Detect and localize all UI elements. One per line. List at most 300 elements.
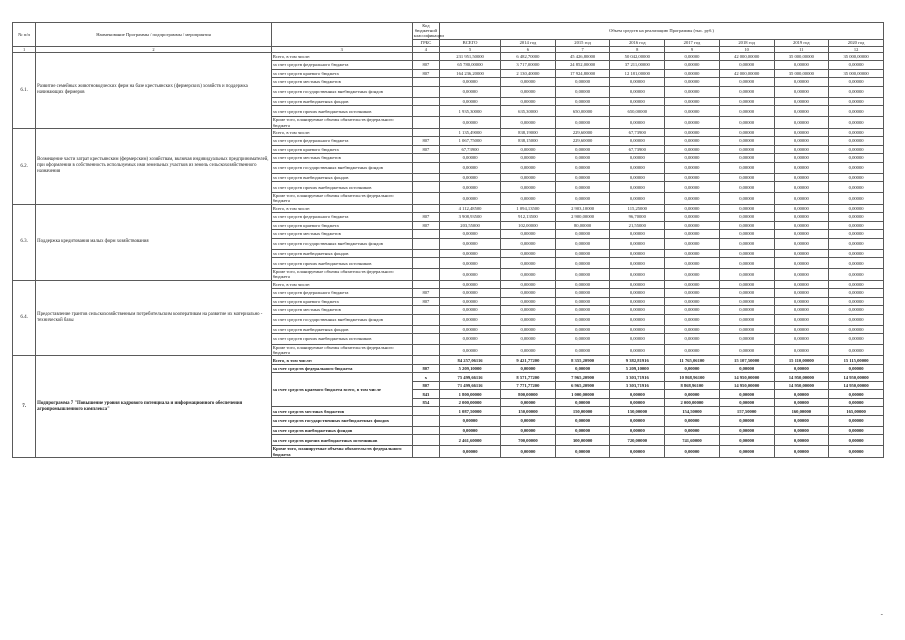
year-value-cell: 0,00000 xyxy=(829,426,884,435)
grbs-code xyxy=(412,356,439,365)
year-value-cell: 0,00000 xyxy=(501,86,556,97)
year-value-cell: 0,00000 xyxy=(774,61,829,70)
year-value-cell: 0,00000 xyxy=(665,390,720,399)
total-value-cell: 3 908,93500 xyxy=(440,213,501,222)
year-value-cell: 157,50000 xyxy=(719,407,774,416)
year-value-cell: 0,00000 xyxy=(610,154,665,163)
funding-source: Всего, в том числе: xyxy=(271,52,412,61)
year-value-cell: 14 950,00000 xyxy=(719,373,774,382)
funding-source: Всего, в том числе: xyxy=(271,280,412,289)
grbs-code xyxy=(412,314,439,325)
year-value-cell: 0,00000 xyxy=(555,269,610,280)
year-value-cell: 0,00000 xyxy=(555,345,610,356)
year-value-cell: 0,00000 xyxy=(501,154,556,163)
grbs-code xyxy=(412,78,439,87)
total-value-cell: 4 112,48500 xyxy=(440,204,501,213)
year-value-cell: 15 107,50000 xyxy=(719,356,774,365)
year-value-cell: 0,00000 xyxy=(665,213,720,222)
year-value-cell: 0,00000 xyxy=(665,334,720,345)
year-value-cell: 0,00000 xyxy=(774,162,829,173)
year-value-cell: 0,00000 xyxy=(501,173,556,182)
year-value-cell: 102,00000 xyxy=(501,221,556,230)
total-value-cell: 0,00000 xyxy=(440,97,501,106)
year-value-cell: 0,00000 xyxy=(665,426,720,435)
column-number-cell: 3 xyxy=(271,46,412,52)
year-value-cell: 0,00000 xyxy=(829,280,884,289)
year-value-cell: 0,00000 xyxy=(829,297,884,306)
year-value-cell: 0,00000 xyxy=(719,426,774,435)
year-value-cell: 0,00000 xyxy=(501,289,556,298)
year-value-cell: 0,00000 xyxy=(829,415,884,426)
year-value-cell: 0,00000 xyxy=(829,221,884,230)
funding-source: за счет средств государственных внебюджетных фондов xyxy=(271,415,412,426)
table-row xyxy=(13,128,884,137)
year-value-cell: 0,00000 xyxy=(610,249,665,258)
year-value-cell: 0,00000 xyxy=(665,221,720,230)
grbs-code xyxy=(412,106,439,117)
year-value-cell: 0,00000 xyxy=(829,86,884,97)
grbs-code: 807 xyxy=(412,137,439,146)
grbs-code: 807 xyxy=(412,61,439,70)
header-year: 2015 год xyxy=(555,39,610,46)
year-value-cell: 0,00000 xyxy=(829,314,884,325)
year-value-cell: 0,00000 xyxy=(501,258,556,269)
year-value-cell: 0,00000 xyxy=(719,314,774,325)
funding-source: за счет средств прочих внебюджетных источников xyxy=(271,334,412,345)
table-row xyxy=(13,280,884,289)
total-value-cell: 0,00000 xyxy=(440,345,501,356)
total-value-cell: 0,00000 xyxy=(440,78,501,87)
year-value-cell: 0,00000 xyxy=(774,106,829,117)
year-value-cell: 0,00000 xyxy=(774,117,829,128)
year-value-cell: 0,00000 xyxy=(610,314,665,325)
year-value-cell: 0,00000 xyxy=(501,193,556,204)
year-value-cell: 0,00000 xyxy=(829,325,884,334)
year-value-cell: 15 110,00000 xyxy=(774,356,829,365)
funding-source: за счет средств государственных внебюджетных фондов xyxy=(271,86,412,97)
scan-mark: - xyxy=(880,610,883,618)
grbs-code xyxy=(412,162,439,173)
year-value-cell: 0,00000 xyxy=(774,97,829,106)
year-value-cell: 0,00000 xyxy=(665,269,720,280)
year-value-cell: 0,00000 xyxy=(555,364,610,373)
row-index: 7. xyxy=(13,356,36,457)
total-value-cell: 0,00000 xyxy=(440,249,501,258)
total-value-cell: 0,00000 xyxy=(440,446,501,457)
grbs-code: 807 xyxy=(412,145,439,154)
year-value-cell: 0,00000 xyxy=(719,249,774,258)
grbs-code: 807 xyxy=(412,381,439,390)
year-value-cell: 0,00000 xyxy=(774,269,829,280)
year-value-cell: 14 950,00000 xyxy=(774,373,829,382)
column-number-cell: 12 xyxy=(829,46,884,52)
funding-source: Всего, в том числе: xyxy=(271,356,412,365)
year-value-cell: 0,00000 xyxy=(665,193,720,204)
year-value-cell: 150,00000 xyxy=(501,407,556,416)
year-value-cell: 0,00000 xyxy=(555,289,610,298)
year-value-cell: 6 482,70000 xyxy=(501,52,556,61)
year-value-cell: 35 000,00000 xyxy=(829,69,884,78)
year-value-cell: 0,00000 xyxy=(719,221,774,230)
year-value-cell: 8 868,96100 xyxy=(665,381,720,390)
funding-source: за счет средств местных бюджетов xyxy=(271,306,412,315)
year-value-cell: 0,00000 xyxy=(774,213,829,222)
year-value-cell: 0,00000 xyxy=(665,314,720,325)
year-value-cell: 1 094,13500 xyxy=(501,204,556,213)
grbs-code xyxy=(412,204,439,213)
year-value-cell: 0,00000 xyxy=(555,230,610,239)
year-value-cell: 21,55000 xyxy=(610,221,665,230)
year-value-cell: 7 771,77200 xyxy=(501,381,556,390)
year-value-cell: 0,00000 xyxy=(719,106,774,117)
year-value-cell: 0,00000 xyxy=(665,289,720,298)
year-value-cell: 0,00000 xyxy=(665,106,720,117)
year-value-cell: 0,00000 xyxy=(610,325,665,334)
year-value-cell: 0,00000 xyxy=(774,182,829,193)
grbs-code: 854 xyxy=(412,398,439,407)
year-value-cell: 7 965,20900 xyxy=(555,373,610,382)
year-value-cell: 0,00000 xyxy=(774,145,829,154)
year-value-cell: 15 115,00000 xyxy=(829,356,884,365)
year-value-cell: 0,00000 xyxy=(829,269,884,280)
funding-source: Кроме того, планируемые объемы обязательств федерального бюджета xyxy=(271,345,412,356)
year-value-cell: 800,00000 xyxy=(501,390,556,399)
header-year: 2017 год xyxy=(665,39,720,46)
year-value-cell: 0,00000 xyxy=(665,173,720,182)
year-value-cell: 0,00000 xyxy=(501,398,556,407)
year-value-cell: 0,00000 xyxy=(665,238,720,249)
year-value-cell: 0,00000 xyxy=(719,415,774,426)
year-value-cell: 8 355,20900 xyxy=(555,356,610,365)
total-value-cell: 0,00000 xyxy=(440,314,501,325)
year-value-cell: 50 042,00000 xyxy=(610,52,665,61)
year-value-cell: 0,00000 xyxy=(829,137,884,146)
header-no: № п/п xyxy=(13,23,36,47)
year-value-cell: 80,00000 xyxy=(555,221,610,230)
year-value-cell: 0,00000 xyxy=(610,137,665,146)
year-value-cell: 0,00000 xyxy=(774,193,829,204)
year-value-cell: 9 421,77200 xyxy=(501,356,556,365)
year-value-cell: 0,00000 xyxy=(555,145,610,154)
funding-source: Кроме того, планируемые объемы обязательств федерального бюджета xyxy=(271,269,412,280)
total-value-cell: 0,00000 xyxy=(440,238,501,249)
total-value-cell: 1 087,50000 xyxy=(440,407,501,416)
total-value-cell: 71 499,66116 xyxy=(440,381,501,390)
total-value-cell: 0,00000 xyxy=(440,415,501,426)
year-value-cell: 0,00000 xyxy=(719,193,774,204)
year-value-cell: 0,00000 xyxy=(501,145,556,154)
year-value-cell: 0,00000 xyxy=(829,446,884,457)
column-number-cell: 6 xyxy=(501,46,556,52)
year-value-cell: 0,00000 xyxy=(665,364,720,373)
grbs-code xyxy=(412,280,439,289)
year-value-cell: 0,00000 xyxy=(774,435,829,446)
total-value-cell: 5 209,10000 xyxy=(440,364,501,373)
row-index: 6.1. xyxy=(13,52,36,128)
year-value-cell: 0,00000 xyxy=(555,173,610,182)
column-number-cell: 11 xyxy=(774,46,829,52)
year-value-cell: 0,00000 xyxy=(774,345,829,356)
year-value-cell: 0,00000 xyxy=(555,117,610,128)
year-value-cell: 0,00000 xyxy=(665,230,720,239)
funding-source: за счет средств внебюджетных фондов xyxy=(271,249,412,258)
funding-source: за счет средств государственных внебюджетных фондов xyxy=(271,162,412,173)
year-value-cell: 0,00000 xyxy=(665,345,720,356)
year-value-cell: 150,00000 xyxy=(610,407,665,416)
grbs-code xyxy=(412,128,439,137)
grbs-code: 843 xyxy=(412,390,439,399)
year-value-cell: 42 000,00000 xyxy=(719,69,774,78)
total-value-cell: 164 236,20000 xyxy=(440,69,501,78)
year-value-cell: 0,00000 xyxy=(501,97,556,106)
grbs-code xyxy=(412,97,439,106)
year-value-cell: 0,00000 xyxy=(610,193,665,204)
year-value-cell: 8 571,77200 xyxy=(501,373,556,382)
year-value-cell: 0,00000 xyxy=(501,334,556,345)
grbs-code xyxy=(412,345,439,356)
year-value-cell: 2 130,40000 xyxy=(501,69,556,78)
grbs-code xyxy=(412,86,439,97)
year-value-cell: 0,00000 xyxy=(665,249,720,258)
header-year: 2019 год xyxy=(774,39,829,46)
year-value-cell: 3 303,71916 xyxy=(610,381,665,390)
year-value-cell: 0,00000 xyxy=(829,306,884,315)
year-value-cell: 0,00000 xyxy=(501,238,556,249)
grbs-code xyxy=(412,407,439,416)
year-value-cell: 0,00000 xyxy=(829,182,884,193)
year-value-cell: 0,00000 xyxy=(719,289,774,298)
column-number-cell: 1 xyxy=(13,46,36,52)
year-value-cell: 0,00000 xyxy=(610,86,665,97)
year-value-cell: 0,00000 xyxy=(774,258,829,269)
year-value-cell: 0,00000 xyxy=(555,398,610,407)
total-value-cell: 84 257,06116 xyxy=(440,356,501,365)
funding-source: Кроме того, планируемые объемы обязательств федерального бюджета xyxy=(271,193,412,204)
grbs-code: 807 xyxy=(412,364,439,373)
year-value-cell: 0,00000 xyxy=(719,297,774,306)
year-value-cell: 0,00000 xyxy=(501,345,556,356)
year-value-cell: 0,00000 xyxy=(719,364,774,373)
total-value-cell: 0,00000 xyxy=(440,297,501,306)
year-value-cell: 0,00000 xyxy=(555,162,610,173)
year-value-cell: 0,00000 xyxy=(555,306,610,315)
funding-source: за счет средств федерального бюджета xyxy=(271,137,412,146)
year-value-cell: 0,00000 xyxy=(719,162,774,173)
total-value-cell: 0,00000 xyxy=(440,230,501,239)
funding-source: за счет средств внебюджетных фондов xyxy=(271,97,412,106)
year-value-cell: 0,00000 xyxy=(501,117,556,128)
year-value-cell: 720,00000 xyxy=(610,435,665,446)
year-value-cell: 0,00000 xyxy=(719,137,774,146)
year-value-cell: 0,00000 xyxy=(774,238,829,249)
year-value-cell: 0,00000 xyxy=(774,86,829,97)
year-value-cell: 0,00000 xyxy=(501,182,556,193)
table-row xyxy=(13,356,884,365)
funding-source: за счет средств краевого бюджета xyxy=(271,69,412,78)
year-value-cell: 0,00000 xyxy=(665,182,720,193)
year-value-cell: 0,00000 xyxy=(555,258,610,269)
year-value-cell: 0,00000 xyxy=(829,173,884,182)
funding-source: за счет средств федерального бюджета xyxy=(271,61,412,70)
header-year: 2020 год xyxy=(829,39,884,46)
year-value-cell: 0,00000 xyxy=(501,78,556,87)
year-value-cell: 10 868,96100 xyxy=(665,373,720,382)
total-value-cell: 0,00000 xyxy=(440,182,501,193)
year-value-cell: 0,00000 xyxy=(774,325,829,334)
year-value-cell: 0,00000 xyxy=(774,78,829,87)
total-value-cell: 1 067,75000 xyxy=(440,137,501,146)
year-value-cell: 160,00000 xyxy=(774,407,829,416)
funding-source: Всего, в том числе: xyxy=(271,204,412,213)
year-value-cell: 0,00000 xyxy=(719,390,774,399)
year-value-cell: 0,00000 xyxy=(610,162,665,173)
year-value-cell: 9 382,81916 xyxy=(610,356,665,365)
year-value-cell: 24 852,00000 xyxy=(555,61,610,70)
year-value-cell: 0,00000 xyxy=(774,426,829,435)
grbs-code xyxy=(412,269,439,280)
year-value-cell: 700,00000 xyxy=(501,435,556,446)
year-value-cell: 0,00000 xyxy=(555,297,610,306)
year-value-cell: 0,00000 xyxy=(610,238,665,249)
year-value-cell: 0,00000 xyxy=(665,69,720,78)
grbs-code xyxy=(412,426,439,435)
total-value-cell: 231 951,50000 xyxy=(440,52,501,61)
year-value-cell: 0,00000 xyxy=(665,78,720,87)
year-value-cell: 0,00000 xyxy=(829,117,884,128)
year-value-cell: 37 211,00000 xyxy=(610,61,665,70)
column-number-cell: 10 xyxy=(719,46,774,52)
year-value-cell: 0,00000 xyxy=(774,415,829,426)
year-value-cell: 0,00000 xyxy=(774,446,829,457)
year-value-cell: 0,00000 xyxy=(610,182,665,193)
year-value-cell: 67,73900 xyxy=(610,128,665,137)
year-value-cell: 0,00000 xyxy=(719,269,774,280)
year-value-cell: 0,00000 xyxy=(555,280,610,289)
total-value-cell: 75 499,66116 xyxy=(440,373,501,382)
funding-source: за счет средств федерального бюджета xyxy=(271,289,412,298)
year-value-cell: 0,00000 xyxy=(555,78,610,87)
year-value-cell: 0,00000 xyxy=(665,97,720,106)
year-value-cell: 0,00000 xyxy=(665,446,720,457)
year-value-cell: 0,00000 xyxy=(665,280,720,289)
year-value-cell: 0,00000 xyxy=(774,249,829,258)
year-value-cell: 3 717,00000 xyxy=(501,61,556,70)
year-value-cell: 0,00000 xyxy=(829,162,884,173)
funding-source: за счет средств федерального бюджета xyxy=(271,213,412,222)
total-value-cell: 0,00000 xyxy=(440,325,501,334)
funding-source: за счет средств местных бюджетов xyxy=(271,154,412,163)
year-value-cell: 0,00000 xyxy=(555,325,610,334)
year-value-cell: 0,00000 xyxy=(555,238,610,249)
total-value-cell: 0,00000 xyxy=(440,86,501,97)
year-value-cell: 0,00000 xyxy=(829,154,884,163)
table-row xyxy=(13,52,884,61)
grbs-code xyxy=(412,446,439,457)
header-volume: Объем средств на реализацию Программы (тыс. руб.) xyxy=(440,23,884,40)
year-value-cell: 0,00000 xyxy=(665,154,720,163)
year-value-cell: 0,00000 xyxy=(829,334,884,345)
year-value-cell: 0,00000 xyxy=(555,314,610,325)
year-value-cell: 0,00000 xyxy=(829,289,884,298)
row-index: 6.2. xyxy=(13,128,36,204)
year-value-cell: 0,00000 xyxy=(719,182,774,193)
year-value-cell: 838,19000 xyxy=(501,128,556,137)
year-value-cell: 0,00000 xyxy=(665,297,720,306)
grbs-code xyxy=(412,193,439,204)
grbs-code: 807 xyxy=(412,213,439,222)
year-value-cell: 0,00000 xyxy=(610,415,665,426)
header-grbs: ГРБС xyxy=(412,39,439,46)
budget-table-sheet xyxy=(12,22,884,458)
grbs-code xyxy=(412,173,439,182)
year-value-cell: 0,00000 xyxy=(829,238,884,249)
grbs-code xyxy=(412,435,439,446)
year-value-cell: 0,00000 xyxy=(555,193,610,204)
year-value-cell: 0,00000 xyxy=(501,297,556,306)
year-value-cell: 0,00000 xyxy=(719,325,774,334)
year-value-cell: 912,13500 xyxy=(501,213,556,222)
total-value-cell: 0,00000 xyxy=(440,289,501,298)
year-value-cell: 0,00000 xyxy=(555,154,610,163)
total-value-cell: 0,00000 xyxy=(440,193,501,204)
column-number-cell: 5 xyxy=(440,46,501,52)
funding-source: за счет средств государственных внебюджетных фондов xyxy=(271,238,412,249)
total-value-cell: 0,00000 xyxy=(440,280,501,289)
year-value-cell: 154,50000 xyxy=(665,407,720,416)
year-value-cell: 42 000,00000 xyxy=(719,52,774,61)
header-year: 2014 год xyxy=(501,39,556,46)
year-value-cell: 0,00000 xyxy=(610,297,665,306)
table-header xyxy=(13,23,884,53)
year-value-cell: 0,00000 xyxy=(774,289,829,298)
year-value-cell: 0,00000 xyxy=(610,173,665,182)
year-value-cell: 0,00000 xyxy=(665,162,720,173)
funding-source: Кроме того, планируемые объемы обязательств федерального бюджета xyxy=(271,117,412,128)
year-value-cell: 0,00000 xyxy=(719,280,774,289)
year-value-cell: 0,00000 xyxy=(829,364,884,373)
grbs-code xyxy=(412,154,439,163)
year-value-cell: 2 900,00000 xyxy=(555,213,610,222)
funding-source: за счет средств прочих внебюджетных источников xyxy=(271,182,412,193)
year-value-cell: 0,00000 xyxy=(501,306,556,315)
year-value-cell: 2 000,00000 xyxy=(665,398,720,407)
year-value-cell: 0,00000 xyxy=(774,154,829,163)
year-value-cell: 115,25000 xyxy=(610,204,665,213)
year-value-cell: 0,00000 xyxy=(774,297,829,306)
year-value-cell: 0,00000 xyxy=(665,137,720,146)
year-value-cell: 300,00000 xyxy=(555,435,610,446)
year-value-cell: 0,00000 xyxy=(774,364,829,373)
budget-table xyxy=(12,22,884,458)
year-value-cell: 0,00000 xyxy=(829,61,884,70)
year-value-cell: 0,00000 xyxy=(829,398,884,407)
year-value-cell: 150,00000 xyxy=(555,407,610,416)
year-value-cell: 0,00000 xyxy=(610,97,665,106)
total-value-cell: 2 461,60000 xyxy=(440,435,501,446)
grbs-code xyxy=(412,306,439,315)
year-value-cell: 0,00000 xyxy=(719,258,774,269)
year-value-cell: 3 303,71916 xyxy=(610,373,665,382)
year-value-cell: 0,00000 xyxy=(610,78,665,87)
funding-source: за счет средств государственных внебюджетных фондов xyxy=(271,314,412,325)
grbs-code: х xyxy=(412,373,439,382)
year-value-cell: 0,00000 xyxy=(829,390,884,399)
grbs-code xyxy=(412,52,439,61)
year-value-cell: 0,00000 xyxy=(610,306,665,315)
year-value-cell: 0,00000 xyxy=(774,390,829,399)
header-year: 2016 год xyxy=(610,39,665,46)
year-value-cell: 0,00000 xyxy=(665,415,720,426)
